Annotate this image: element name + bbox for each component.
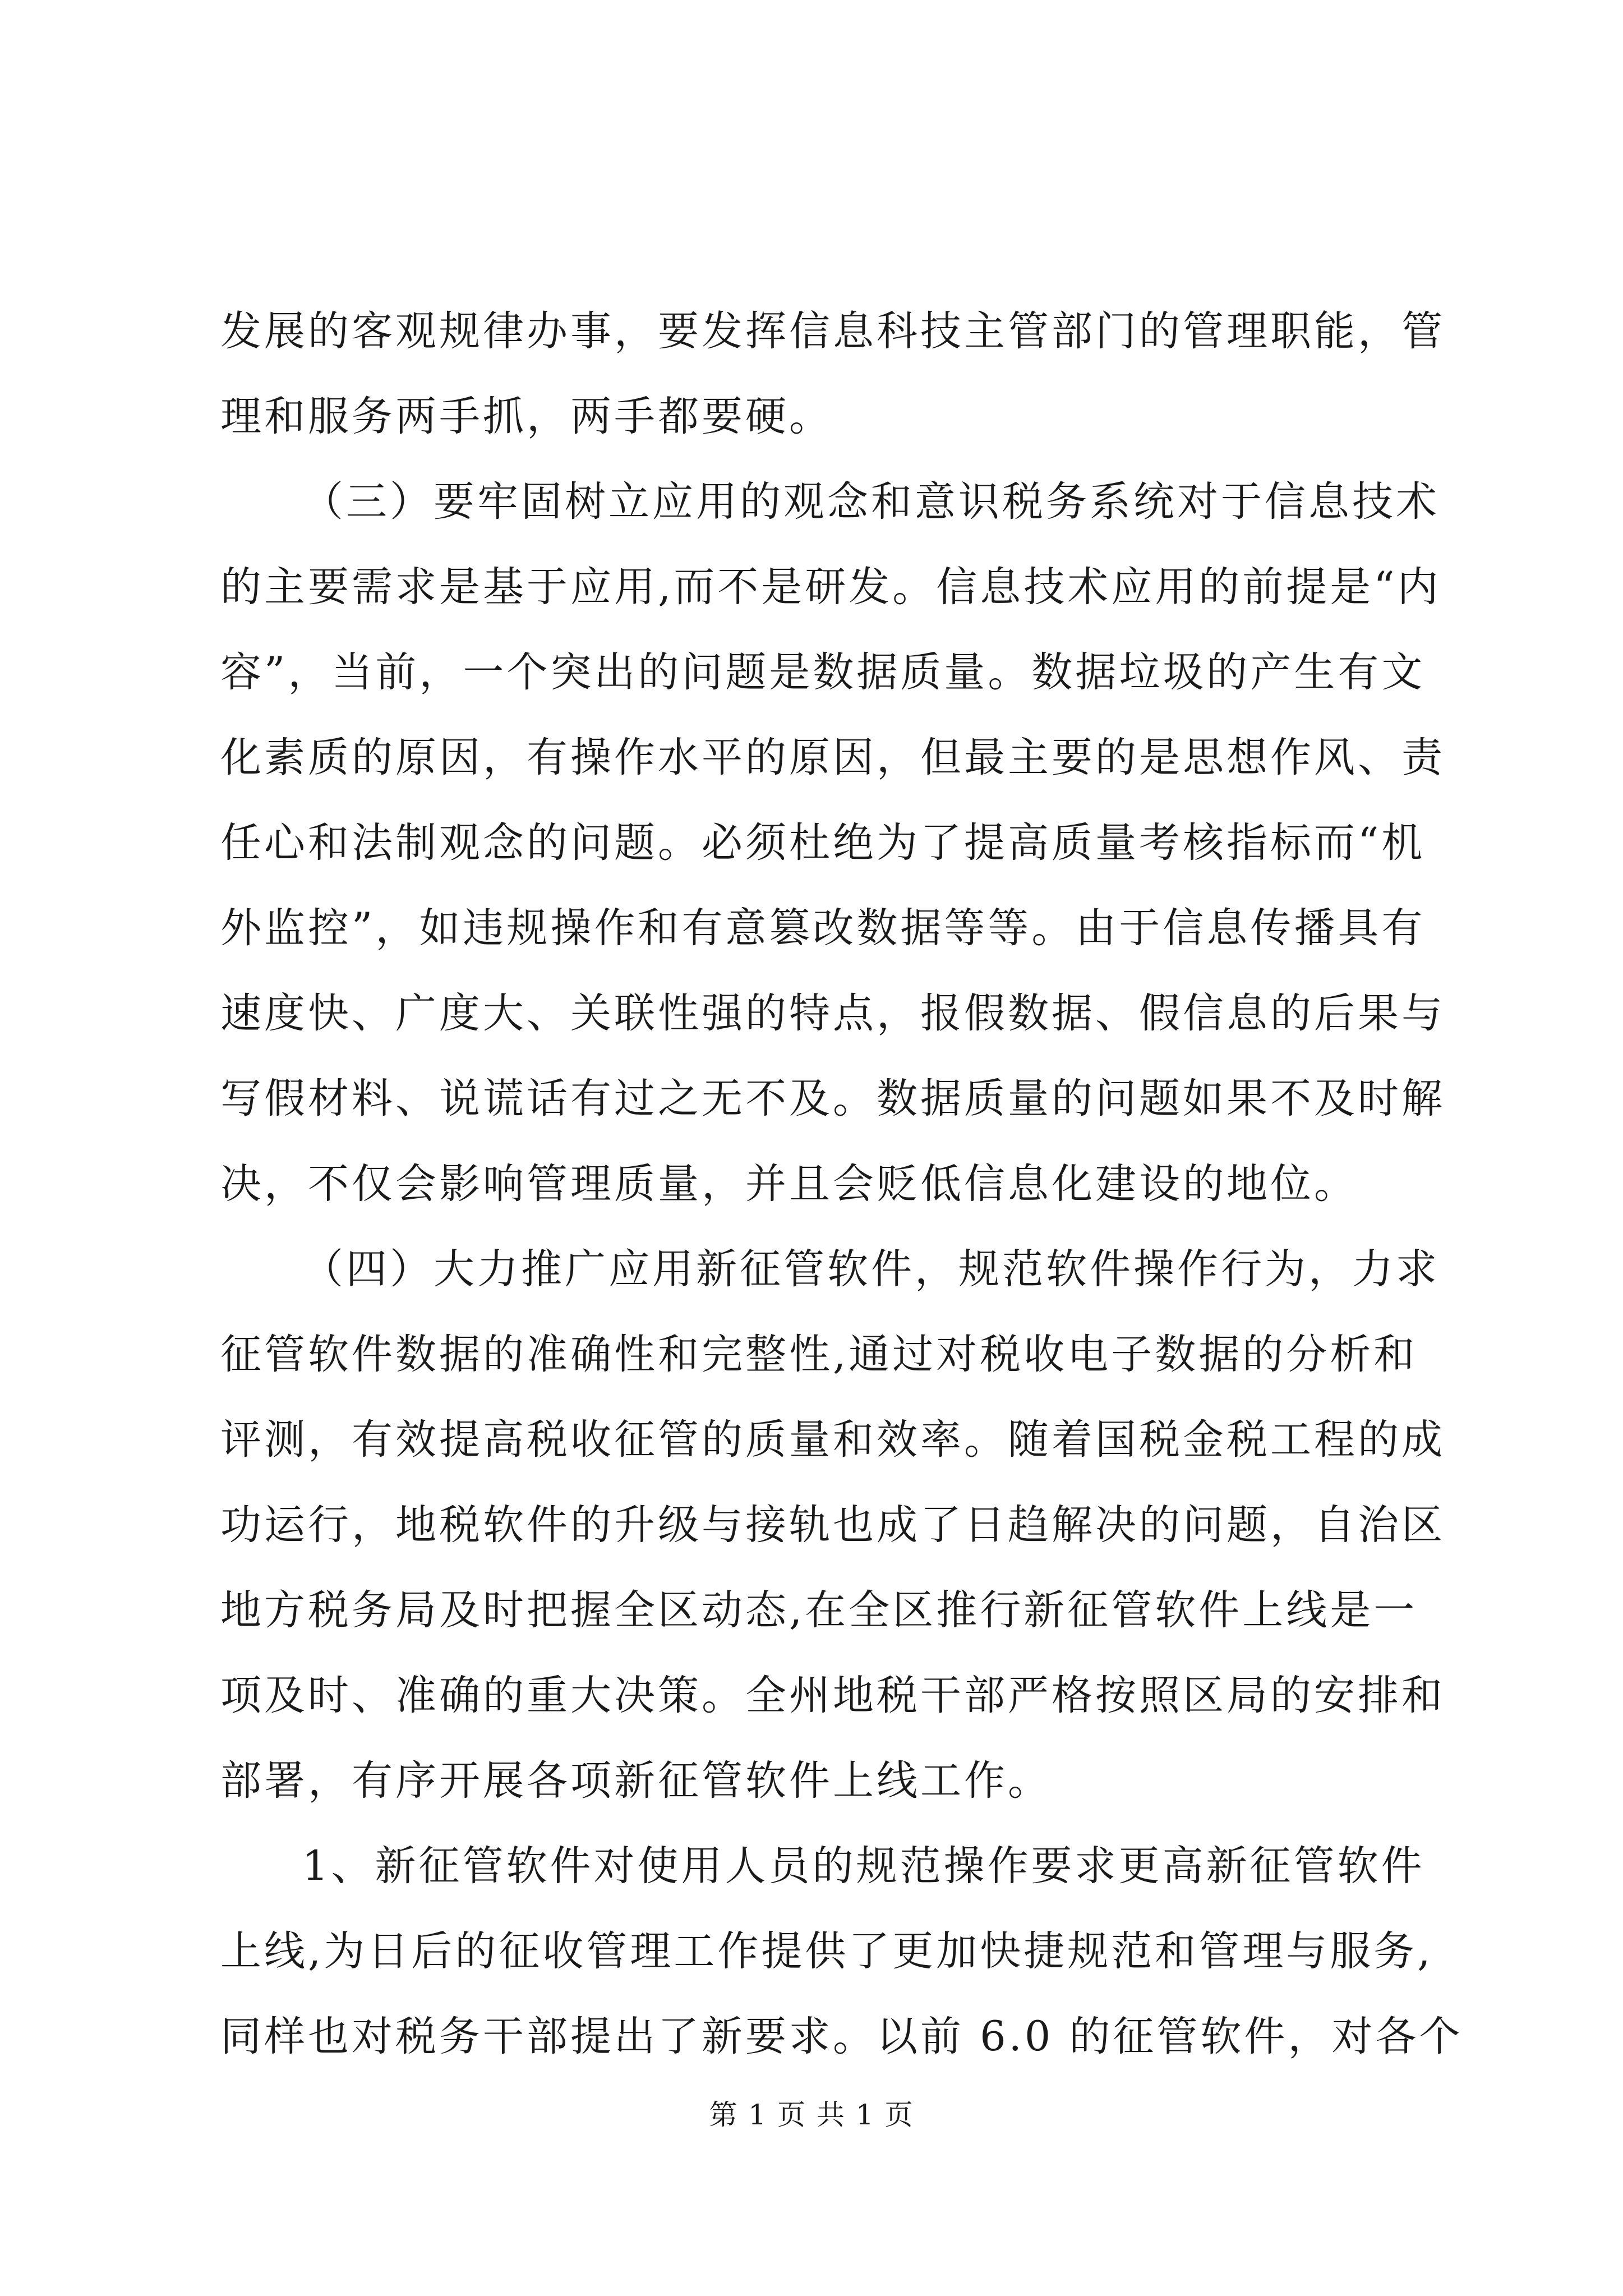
text-line: 上线,为日后的征收管理工作提供了更加快捷规范和管理与服务, (220, 1927, 1433, 1975)
text-line: 部署，有序开展各项新征管软件上线工作。 (220, 1757, 1052, 1805)
text-line: 同样也对税务干部提出了新要求。以前 6.0 的征管软件，对各个 (220, 2013, 1463, 2060)
text-line: 功运行，地税软件的升级与接轨也成了日趋解决的问题，自治区 (220, 1501, 1445, 1549)
text-line: 发展的客观规律办事，要发挥信息科技主管部门的管理职能，管 (220, 307, 1445, 355)
text-line: 外监控”，如违规操作和有意篡改数据等等。由于信息传播具有 (220, 904, 1426, 952)
text-line: 评测，有效提高税收征管的质量和效率。随着国税金税工程的成 (220, 1416, 1445, 1464)
text-line: 写假材料、说谎话有过之无不及。数据质量的问题如果不及时解 (220, 1075, 1445, 1122)
text-line: 理和服务两手抓，两手都要硬。 (220, 393, 833, 440)
document-body (220, 289, 1463, 2079)
paragraph-start-line: （三）要牢固树立应用的观念和意识税务系统对于信息技术 (302, 478, 1440, 526)
text-line: 任心和法制观念的问题。必须杜绝为了提高质量考核指标而“机 (220, 819, 1426, 867)
page-number-label: 第 1 页 共 1 页 (709, 2099, 914, 2131)
page-footer (0, 2092, 1623, 2133)
paragraph-start-line: 1、新征管软件对使用人员的规范操作要求更高新征管软件 (302, 1842, 1425, 1890)
text-line: 的主要需求是基于应用,而不是研发。信息技术应用的前提是“内 (220, 563, 1441, 611)
text-line: 项及时、准确的重大决策。全州地税干部严格按照区局的安排和 (220, 1672, 1445, 1719)
text-line: 地方税务局及时把握全区动态,在全区推行新征管软件上线是一 (220, 1586, 1418, 1634)
text-line: 化素质的原因，有操作水平的原因，但最主要的是思想作风、责 (220, 734, 1445, 781)
text-line: 速度快、广度大、关联性强的特点，报假数据、假信息的后果与 (220, 990, 1445, 1037)
text-line: 容”，当前，一个突出的问题是数据质量。数据垃圾的产生有文 (220, 648, 1426, 696)
paragraph-start-line: （四）大力推广应用新征管软件，规范软件操作行为，力求 (302, 1245, 1440, 1293)
text-line: 决，不仅会影响管理质量，并且会贬低信息化建设的地位。 (220, 1160, 1358, 1208)
text-line: 征管软件数据的准确性和完整性,通过对税收电子数据的分析和 (220, 1331, 1418, 1378)
